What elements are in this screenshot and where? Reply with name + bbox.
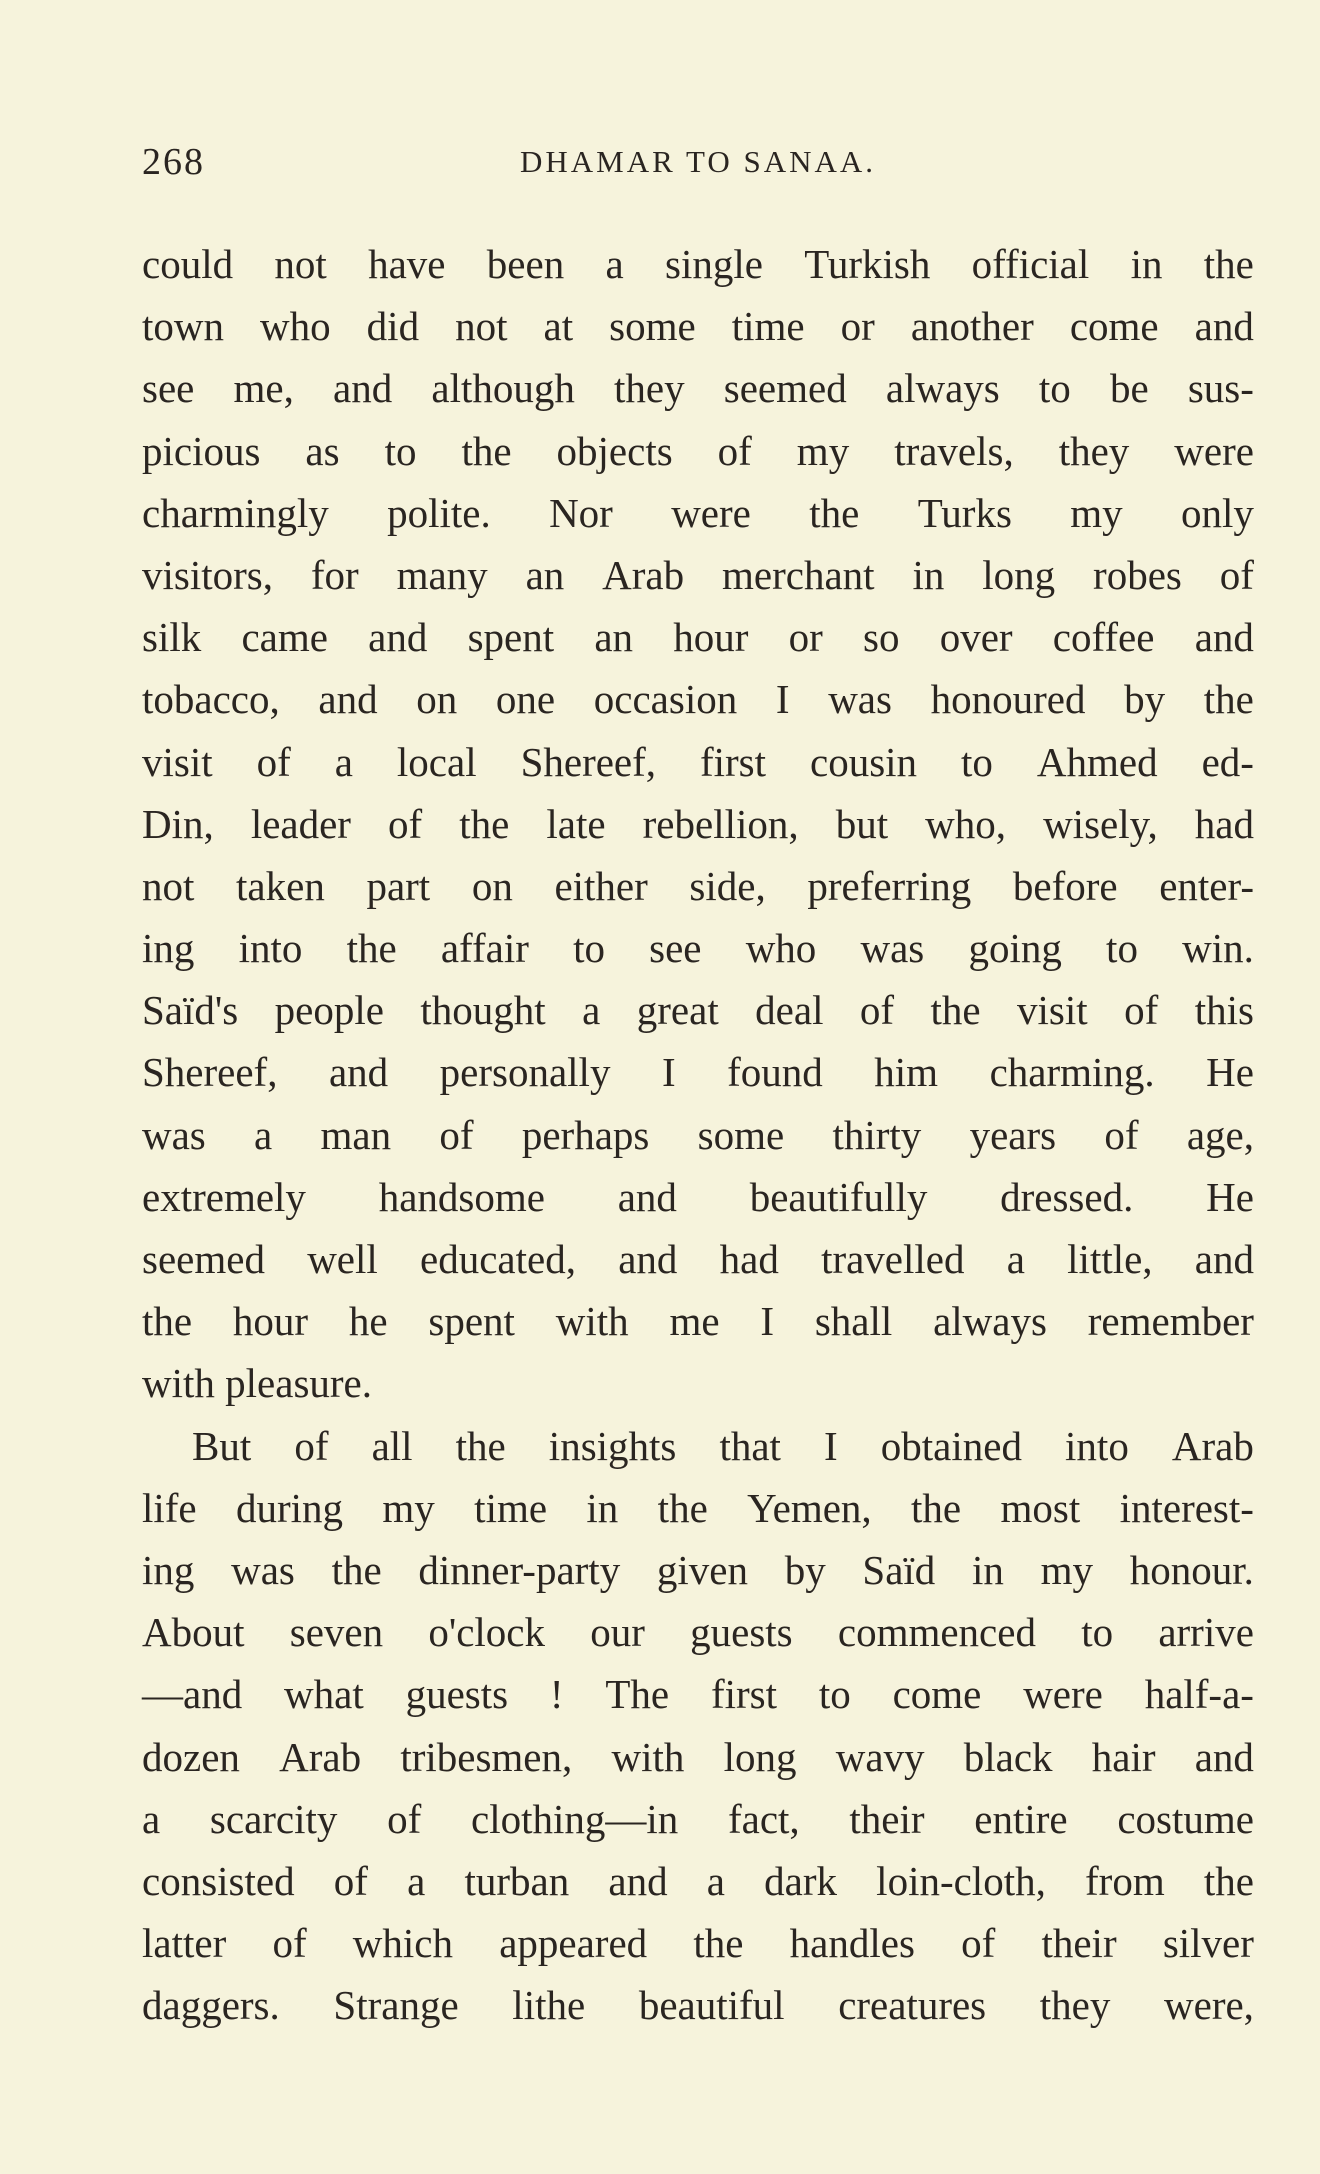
text-line: visit of a local Shereef, first cousin to Ahmed ed- [142,738,1254,785]
running-title: DHAMAR TO SANAA. [519,144,877,179]
text-line: with pleasure. [142,1360,372,1407]
text-line: not taken part on either side, preferring before enter- [142,862,1254,909]
text-line: seemed well educated, and had travelled a little, and [142,1236,1254,1282]
text-line: the hour he spent with me I shall always remember [142,1298,1254,1345]
body-text [142,233,1254,2036]
text-line: visitors, for many an Arab merchant in long robes of [142,551,1254,598]
text-line: daggers. Strange lithe beautiful creatures they were, [142,1982,1254,2029]
text-line: Din, leader of the late rebellion, but who, wisely, had [142,800,1254,847]
text-line: latter of which appeared the handles of their silver [142,1920,1254,1967]
text-line: Saïd's people thought a great deal of the visit of this [142,987,1254,1034]
text-line: But of all the insights that I obtained into Arab [192,1422,1254,1469]
text-line: silk came and spent an hour or so over coffee and [142,614,1254,661]
text-line: extremely handsome and beautifully dressed. He [142,1173,1254,1220]
text-line: see me, and although they seemed always to be sus- [142,365,1254,412]
text-line: tobacco, and on one occasion I was honoured by the [142,676,1254,723]
text-line: a scarcity of clothing—in fact, their entire costume [142,1795,1254,1842]
text-line: Shereef, and personally I found him charming. He [142,1049,1254,1096]
text-line: consisted of a turban and a dark loin-cloth, from the [142,1857,1254,1904]
text-line: picious as to the objects of my travels, they were [142,427,1254,474]
text-line: About seven o'clock our guests commenced to arrive [142,1609,1254,1656]
text-line: was a man of perhaps some thirty years of age, [142,1111,1254,1158]
text-line: dozen Arab tribesmen, with long wavy black hair and [142,1733,1254,1780]
text-line: charmingly polite. Nor were the Turks my only [142,489,1254,536]
page-number: 268 [142,141,205,183]
text-line: ing was the dinner-party given by Saïd in my honour. [142,1546,1254,1593]
text-line: ing into the affair to see who was going to win. [142,925,1254,972]
text-line: life during my time in the Yemen, the most interest- [142,1484,1254,1531]
page-header [142,140,1254,190]
text-line: town who did not at some time or another come and [142,303,1254,350]
text-line: could not have been a single Turkish official in the [142,241,1254,287]
text-line: —and what guests ! The first to come were half-a- [142,1671,1254,1718]
